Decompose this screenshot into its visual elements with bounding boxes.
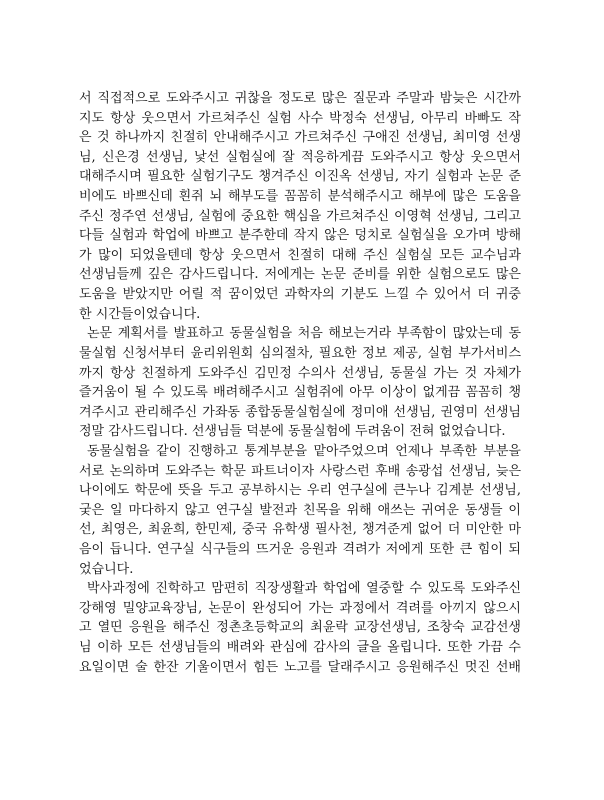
- text-line: 즐거움이 될 수 있도록 배려해주시고 실험쥐에 아무 이상이 없게끔 꼼꼼히 챙: [79, 385, 521, 401]
- text-line: 서로 논의하며 도와주는 학문 파트너이자 사랑스런 후배 송광섭 선생님, 늦은: [79, 463, 521, 479]
- text-line: 논문 계획서를 발표하고 동물실험을 처음 해보는거라 부족함이 많았는데 동: [87, 326, 521, 342]
- text-line: 음이 듭니다. 연구실 식구들의 뜨거운 응원과 격려가 저에게 또한 큰 힘이 되: [79, 542, 521, 558]
- text-line: 동물실험을 같이 진행하고 통계부분을 맡아주었으며 언제나 부족한 부분을: [87, 443, 521, 459]
- text-line: 나이에도 학문에 뜻을 두고 공부하시는 우리 연구실에 큰누나 김계분 선생님,: [79, 483, 521, 499]
- text-line: 도움을 받았지만 어릴 적 꿈이었던 과학자의 기분도 느낄 수 있어서 더 귀중: [79, 287, 521, 303]
- paragraph-4: [79, 579, 521, 677]
- text-line: 었습니다.: [79, 561, 134, 577]
- text-line: 선생님들께 깊은 감사드립니다. 저에게는 논문 준비를 위한 실험으로도 많은: [79, 267, 521, 283]
- text-line: 대해주시며 필요한 실험기구도 챙겨주신 이진옥 선생님, 자기 실험과 논문 준: [79, 169, 521, 185]
- text-line: 강해영 밀양교육장님, 논문이 완성되어 가는 과정에서 격려를 아끼지 않으시: [79, 600, 521, 616]
- text-line: 겨주시고 관리해주신 가좌동 종합동물실험실에 정미애 선생님, 권영미 선생님: [79, 404, 521, 420]
- text-line: 님, 신은경 선생님, 낯선 실험실에 잘 적응하게끔 도와주시고 항상 웃으면서: [79, 149, 521, 165]
- document-page: [79, 89, 521, 677]
- text-line: 가 많이 되었을텐데 항상 웃으면서 친절히 대해 주신 실험실 모든 교수님과: [79, 247, 521, 263]
- paragraph-3: [79, 442, 521, 579]
- text-line: 다들 실험과 학업에 바쁘고 분주한데 작지 않은 덩치로 실험실을 오가며 방해: [79, 228, 521, 244]
- text-line: 선, 최영은, 최윤희, 한민제, 중국 유학생 필사천, 챙겨준게 없어 더 미안한 마: [79, 522, 521, 538]
- paragraph-2: [79, 324, 521, 442]
- text-line: 물실험 신청서부터 윤리위원회 심의절차, 필요한 정보 제공, 실험 부가서비스: [79, 345, 521, 361]
- text-line: 궂은 일 마다하지 않고 연구실 발전과 친목을 위해 애쓰는 귀여운 동생들 이: [79, 502, 521, 518]
- text-line: 박사과정에 진학하고 맘편히 직장생활과 학업에 열중할 수 있도록 도와주신: [87, 581, 521, 597]
- text-line: 은 것 하나까지 친절히 안내해주시고 가르쳐주신 구애진 선생님, 최미영 선생: [79, 130, 521, 146]
- paragraph-1: [79, 89, 521, 324]
- text-line: 한 시간들이었습니다.: [79, 306, 201, 322]
- text-line: 요일이면 술 한잔 기울이면서 힘든 노고를 달래주시고 응원해주신 멋진 선배: [79, 659, 521, 675]
- text-line: 정말 감사드립니다. 선생님들 덕분에 동물실험에 두려움이 전혀 없었습니다.: [79, 424, 506, 440]
- text-line: 서 직접적으로 도와주시고 귀찮을 정도로 많은 질문과 주말과 밤늦은 시간까: [79, 91, 521, 106]
- text-line: 고 열띤 응원을 해주신 정촌초등학교의 최윤락 교장선생님, 조창숙 교감선생: [79, 620, 521, 636]
- text-line: 비에도 바쁘신데 흰쥐 뇌 해부도를 꼼꼼히 분석해주시고 해부에 많은 도움을: [79, 189, 521, 205]
- text-line: 까지 항상 친절하게 도와주신 김민정 수의사 선생님, 동물실 가는 것 자체가: [79, 365, 521, 381]
- text-line: 주신 정주연 선생님, 실험에 중요한 핵심을 가르쳐주신 이영혁 선생님, 그리고: [79, 208, 521, 224]
- text-line: 님 이하 모든 선생님들의 배려와 관심에 감사의 글을 올립니다. 또한 가끔 수: [79, 640, 521, 656]
- text-line: 지도 항상 웃으면서 가르쳐주신 실험 사수 박정숙 선생님, 아무리 바빠도 작: [79, 110, 521, 126]
